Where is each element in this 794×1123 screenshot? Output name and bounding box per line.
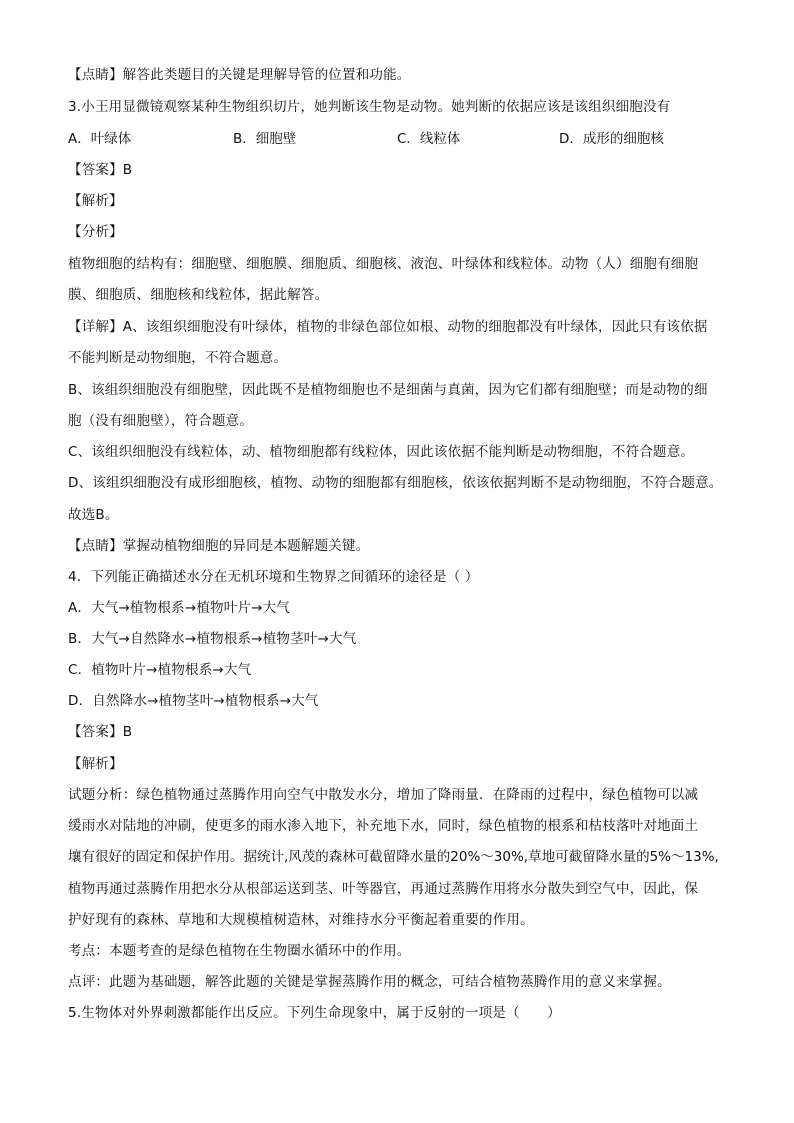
text-line: 【点睛】解答此类题目的关键是理解导管的位置和功能。 — [68, 67, 411, 83]
question-5-stem: 5.生物体对外界刺激都能作出反应。下列生命现象中，属于反射的一项是（ ） — [68, 1005, 561, 1021]
question-3-option-b: B．细胞壁 — [233, 131, 297, 147]
text-line: 考点：本题考查的是绿色植物在生物圈水循环中的作用。 — [68, 943, 411, 959]
question-3-option-a: A．叶绿体 — [68, 131, 132, 147]
answer-label: 【答案】B — [68, 724, 133, 740]
text-line: 点评：此题为基础题，解答此题的关键是掌握蒸腾作用的概念，可结合植物蒸腾作用的意义来掌握。 — [68, 974, 671, 990]
text-line: 植物细胞的结构有：细胞壁、细胞膜、细胞质、细胞核、液泡、叶绿体和线粒体。动物（人）细胞有细胞 — [68, 256, 699, 272]
text-line: 【详解】A、该组织细胞没有叶绿体，植物的非绿色部位如根、动物的细胞都没有叶绿体，因此只有该依据 — [68, 319, 708, 335]
analysis-label: 【解析】 — [68, 756, 123, 772]
answer-label: 【答案】B — [68, 162, 133, 178]
text-line: B、该组织细胞没有细胞壁，因此既不是植物细胞也不是细菌与真菌，因为它们都有细胞壁；而是动物的细 — [68, 382, 708, 398]
question-3-option-d: D．成形的细胞核 — [559, 131, 664, 147]
text-line: 壤有很好的固定和保护作用。据统计,风茂的森林可截留降水量的20%～30%,草地可截留降水量的5%～13%, — [68, 849, 719, 865]
analysis-label: 【解析】 — [68, 193, 123, 209]
question-4-option-d: D．自然降水→植物茎叶→植物根系→大气 — [68, 693, 319, 709]
section-label: 【分析】 — [68, 224, 123, 240]
text-line: 胞（没有细胞壁），符合题意。 — [68, 413, 254, 429]
text-line: D、该组织细胞没有成形细胞核，植物、动物的细胞都有细胞核，依该依据判断不是动物细胞，不符合题意。 — [68, 475, 723, 491]
question-4-option-a: A．大气→植物根系→植物叶片→大气 — [68, 600, 291, 616]
text-line: 植物再通过蒸腾作用把水分从根部运送到茎、叶等器官，再通过蒸腾作用将水分散失到空气中，因此，保 — [68, 881, 699, 897]
question-3-stem: 3.小王用显微镜观察某种生物组织切片，她判断该生物是动物。她判断的依据应该是该组织细胞没有 — [68, 99, 671, 115]
text-line: C、该组织细胞没有线粒体，动、植物细胞都有线粒体，因此该依据不能判断是动物细胞，不符合题意。 — [68, 444, 695, 460]
question-4-stem: 4．下列能正确描述水分在无机环境和生物界之间循环的途径是（ ） — [68, 569, 479, 585]
text-line: 护好现有的森林、草地和大规模植树造林，对维持水分平衡起着重要的作用。 — [68, 912, 534, 928]
text-line: 缓雨水对陆地的冲刷，使更多的雨水渗入地下，补充地下水，同时，绿色植物的根系和枯枝落叶对地面土 — [68, 818, 699, 834]
text-line: 故选B。 — [68, 507, 119, 523]
text-line: 不能判断是动物细胞，不符合题意。 — [68, 350, 288, 366]
question-3-option-c: C．线粒体 — [397, 131, 461, 147]
question-4-option-c: C．植物叶片→植物根系→大气 — [68, 662, 252, 678]
text-line: 【点睛】掌握动植物细胞的异同是本题解题关键。 — [68, 538, 370, 554]
text-line: 膜、细胞质、细胞核和线粒体，据此解答。 — [68, 287, 329, 303]
question-4-option-b: B．大气→自然降水→植物根系→植物茎叶→大气 — [68, 631, 357, 647]
text-line: 试题分析：绿色植物通过蒸腾作用向空气中散发水分，增加了降雨量．在降雨的过程中，绿色植物可以减 — [68, 787, 699, 803]
